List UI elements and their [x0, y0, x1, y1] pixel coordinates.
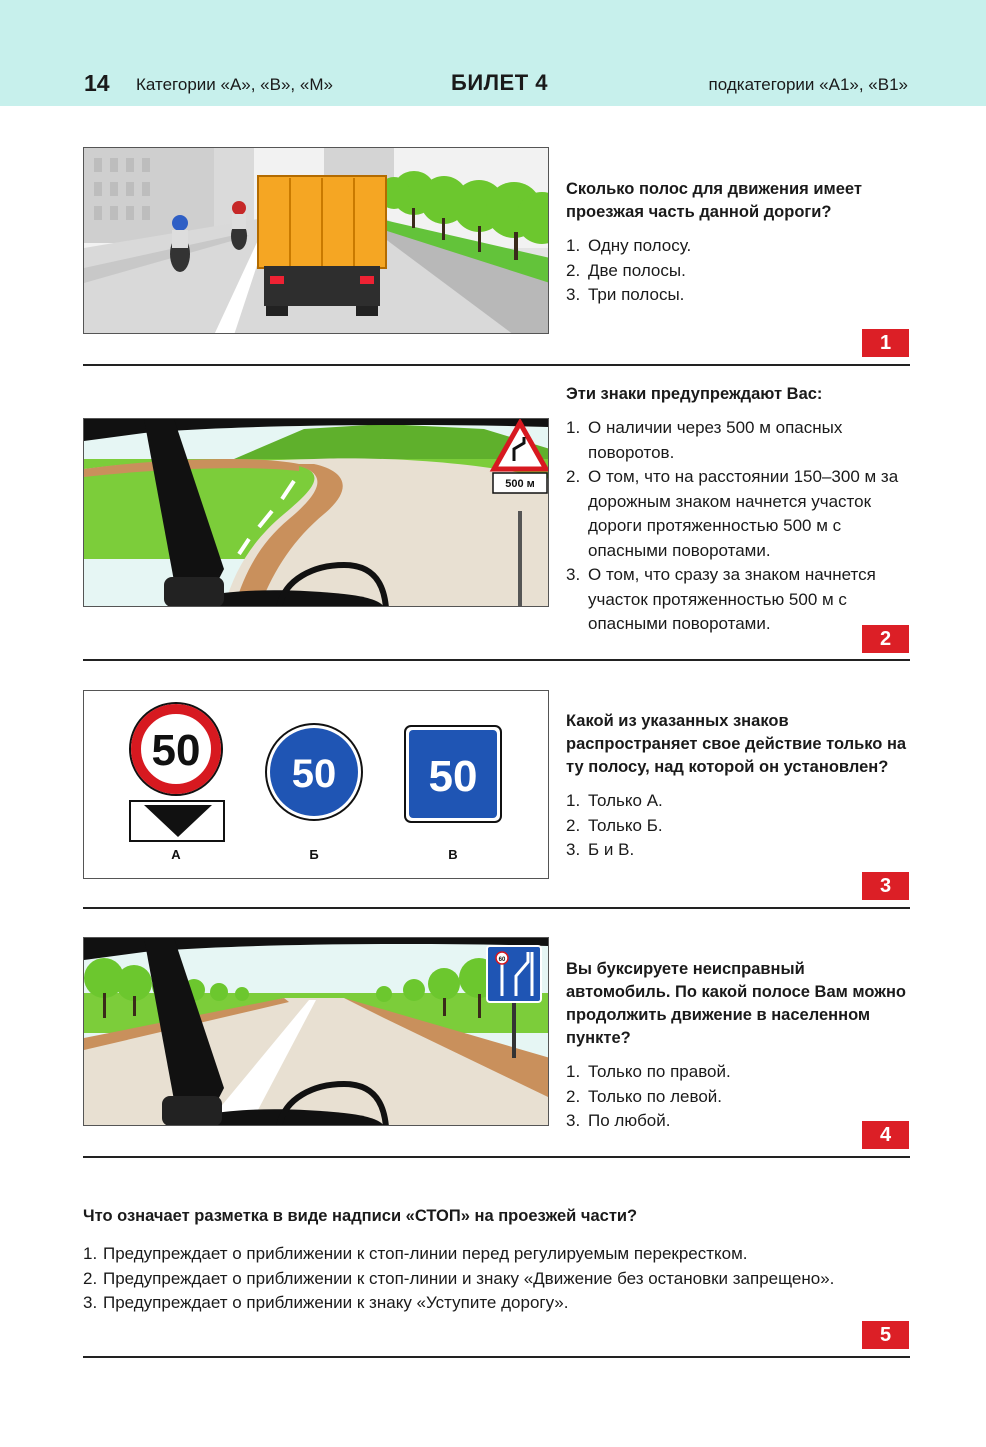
q4-answers — [566, 1060, 911, 1134]
question-number-badge: 3 — [862, 872, 909, 900]
min-speed-value: 60 — [498, 957, 506, 963]
page-number: 14 — [84, 70, 110, 96]
q3-illustration — [83, 690, 549, 879]
q2-illustration — [83, 418, 549, 607]
distance-plate-text: 500 м — [505, 478, 535, 490]
divider — [83, 907, 910, 909]
question-number-badge: 1 — [862, 329, 909, 357]
answer-option[interactable]: 3. Б и В. — [566, 840, 635, 859]
sign-a-label: А — [171, 847, 181, 862]
divider — [83, 364, 910, 366]
sign-v-label: В — [448, 847, 458, 862]
page-header — [0, 0, 986, 106]
q1-question: Сколько полос для движения имеет проезжая часть данной дороги? — [566, 180, 862, 221]
categories-label: Категории «А», «В», «М» — [136, 75, 333, 94]
answer-option[interactable]: 2. Предупреждает о приближении к стоп-линии и знаку «Движение без остановки запрещено». — [83, 1268, 835, 1288]
answer-option[interactable]: 3. Предупреждает о приближении к знаку «Уступите дорогу». — [83, 1293, 569, 1312]
answer-option[interactable]: 1. Одну полосу. — [566, 236, 692, 255]
divider — [83, 1156, 910, 1158]
subcategories-label: подкатегории «А1», «В1» — [708, 75, 908, 94]
q4-question: Вы буксируете неисправный автомобиль. По какой полосе Вам можно продолжить движение в населенном пункте? — [566, 960, 906, 1047]
q2-question: Эти знаки предупреждают Вас: — [566, 385, 823, 403]
question-number-badge: 2 — [862, 625, 909, 653]
answer-option[interactable]: 2. Только Б. — [566, 815, 663, 835]
q1-answers — [566, 234, 911, 308]
question-number-badge: 4 — [862, 1121, 909, 1149]
divider — [83, 1356, 910, 1358]
q5-block — [83, 1205, 910, 1316]
answer-option[interactable]: 3. По любой. — [566, 1111, 671, 1130]
answer-option[interactable]: 1. Предупреждает о приближении к стоп-линии перед регулируемым перекрестком. — [83, 1244, 748, 1263]
q5-question: Что означает разметка в виде надписи «СТОП» на проезжей части? — [83, 1207, 638, 1225]
answer-option[interactable]: 3. Три полосы. — [566, 285, 685, 304]
q2-answers — [566, 416, 911, 637]
sign-v-value: 50 — [428, 752, 478, 801]
ticket-title: БИЛЕТ 4 — [451, 70, 549, 95]
q3-question: Какой из указанных знаков распространяет свое действие только на ту полосу, над которой он установлен? — [566, 712, 907, 776]
q4-illustration — [83, 937, 549, 1126]
answer-option[interactable]: 2. Две полосы. — [566, 260, 686, 280]
question-number-badge: 5 — [862, 1321, 909, 1349]
q5-answers — [83, 1242, 910, 1316]
answer-option[interactable]: 2. О том, что на расстоянии 150–300 м за дорожным знаком начнется участок дороги протяженностью 500 м с опасными поворотами. — [566, 467, 899, 560]
sign-b-value: 50 — [291, 752, 337, 796]
sign-a-value: 50 — [151, 726, 201, 775]
answer-option[interactable]: 2. Только по левой. — [566, 1086, 722, 1106]
answer-option[interactable]: 1. Только А. — [566, 791, 663, 810]
answer-option[interactable]: 3. О том, что сразу за знаком начнется участок протяженностью 500 м с опасными поворотами. — [566, 565, 876, 633]
divider — [83, 659, 910, 661]
q1-illustration — [83, 147, 549, 334]
q3-block — [566, 710, 911, 863]
q3-answers — [566, 789, 911, 863]
q1-block — [566, 178, 911, 308]
answer-option[interactable]: 1. Только по правой. — [566, 1062, 731, 1081]
answer-option[interactable]: 1. О наличии через 500 м опасных поворотов. — [566, 418, 843, 462]
q4-block — [566, 958, 911, 1134]
q2-block — [566, 383, 911, 637]
sign-b-label: Б — [309, 847, 319, 862]
